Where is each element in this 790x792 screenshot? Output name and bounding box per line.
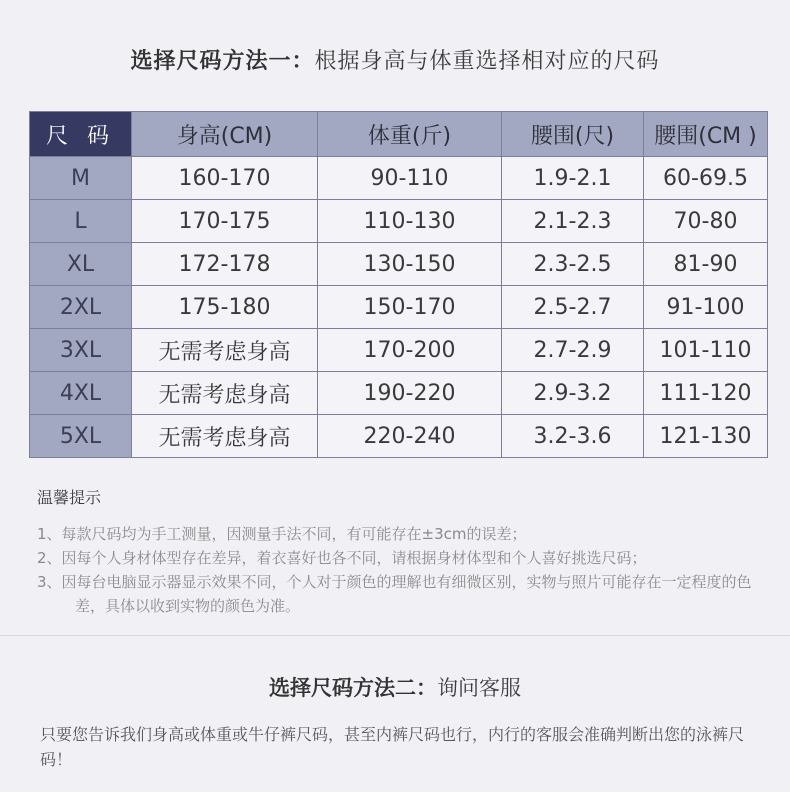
tip-item: 3、因每台电脑显示器显示效果不同，个人对于颜色的理解也有细微区别，实物与照片可能存在一定程度的色差，具体以收到实物的颜色为准。 [37,573,752,615]
height-cell: 160-170 [132,157,318,200]
header-waist-cm: 腰围(CM ) [644,112,768,157]
weight-cell: 220-240 [318,415,502,458]
waist-chi-cell: 1.9-2.1 [502,157,644,200]
method2-description: 只要您告诉我们身高或体重或牛仔裤尺码，甚至内裤尺码也行，内行的客服会准确判断出您的泳裤尺码！ [40,725,745,769]
weight-cell: 150-170 [318,286,502,329]
tips-title: 温馨提示 [37,488,102,507]
waist-chi-cell: 2.1-2.3 [502,200,644,243]
method1-title-bold: 选择尺码方法一： [130,49,315,74]
weight-cell: 90-110 [318,157,502,200]
header-waist-chi: 腰围(尺) [502,112,644,157]
method2-title [0,672,790,702]
size-cell: 5XL [30,415,132,458]
waist-chi-cell: 2.5-2.7 [502,286,644,329]
waist-chi-cell: 2.9-3.2 [502,372,644,415]
table-row [30,157,768,200]
size-cell: 3XL [30,329,132,372]
size-cell: M [30,157,132,200]
waist-cm-cell: 70-80 [644,200,768,243]
tip-item: 2、因每个人身材体型存在差异，着衣喜好也各不同，请根据身材体型和个人喜好挑选尺码； [37,549,647,567]
weight-cell: 130-150 [318,243,502,286]
waist-cm-cell: 121-130 [644,415,768,458]
height-cell: 172-178 [132,243,318,286]
header-height: 身高(CM) [132,112,318,157]
waist-chi-cell: 3.2-3.6 [502,415,644,458]
header-weight: 体重(斤) [318,112,502,157]
waist-cm-cell: 81-90 [644,243,768,286]
size-cell: 4XL [30,372,132,415]
height-cell: 无需考虑身高 [132,329,318,372]
method1-title [0,44,790,75]
height-cell: 175-180 [132,286,318,329]
table-row [30,329,768,372]
height-cell: 无需考虑身高 [132,415,318,458]
tips-section [37,485,767,618]
size-cell: L [30,200,132,243]
method2-title-rest: 询问客服 [437,676,521,700]
size-cell: XL [30,243,132,286]
waist-cm-cell: 60-69.5 [644,157,768,200]
size-cell: 2XL [30,286,132,329]
height-cell: 170-175 [132,200,318,243]
header-size: 尺 码 [30,112,132,157]
size-chart-table [29,111,768,458]
waist-cm-cell: 101-110 [644,329,768,372]
table-row [30,200,768,243]
weight-cell: 170-200 [318,329,502,372]
section-divider [0,635,790,636]
table-row [30,372,768,415]
table-row [30,415,768,458]
waist-cm-cell: 111-120 [644,372,768,415]
table-row [30,243,768,286]
height-cell: 无需考虑身高 [132,372,318,415]
waist-chi-cell: 2.3-2.5 [502,243,644,286]
weight-cell: 190-220 [318,372,502,415]
table-row [30,286,768,329]
method1-title-rest: 根据身高与体重选择相对应的尺码 [314,49,660,74]
method2-title-bold: 选择尺码方法二： [269,676,437,700]
weight-cell: 110-130 [318,200,502,243]
tip-item: 1、每款尺码均为手工测量，因测量手法不同，有可能存在±3cm的误差； [37,525,527,543]
table-header-row [30,112,768,157]
waist-chi-cell: 2.7-2.9 [502,329,644,372]
waist-cm-cell: 91-100 [644,286,768,329]
